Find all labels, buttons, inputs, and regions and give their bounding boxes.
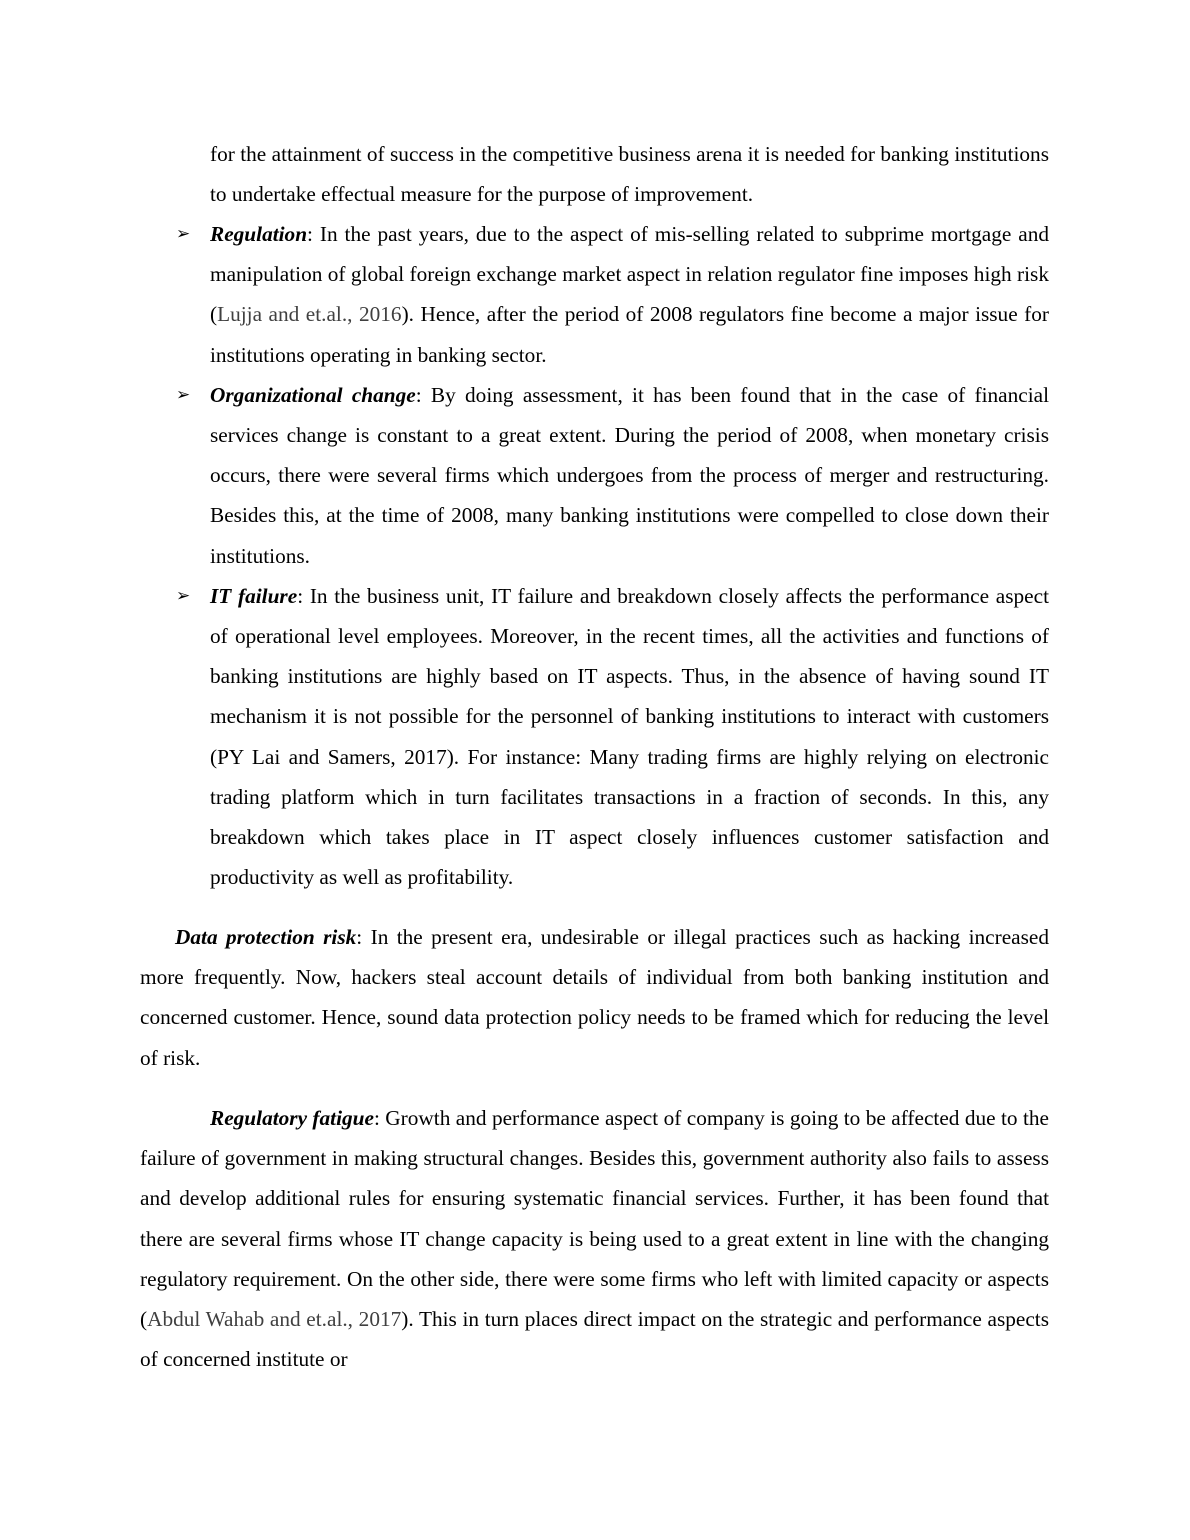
arrowhead-bullet-icon: ➢ xyxy=(176,224,191,244)
bullet-organizational-change xyxy=(140,375,1049,576)
bullet-text: In the business unit, IT failure and breakdown closely affects the performance aspect of operational level employees. Moreover, in the recent times, all the activities and functions of banking institutions are highly based on IT aspects. Thus, in the absence of having sound IT mechanism it is not possible for the personnel of banking institutions to interact with customers (PY Lai and Samers, 2017). For instance: Many trading firms are highly relying on electronic trading platform which in turn facilitates transactions in a fraction of seconds. In this, any breakdown which takes place in IT aspect closely influences customer satisfaction and productivity as well as profitability. xyxy=(210,583,1050,890)
bullet-term: IT failure xyxy=(210,583,298,608)
citation: Lujja and et.al., 2016 xyxy=(217,302,402,327)
paragraph-separator: : xyxy=(356,925,363,949)
data-protection-paragraph xyxy=(140,917,1049,1078)
bullet-term: Organizational change xyxy=(210,382,416,407)
paragraph-term: Regulatory fatigue xyxy=(210,1106,374,1130)
bullet-term: Regulation xyxy=(210,222,308,246)
bullet-separator: : xyxy=(415,382,422,407)
arrowhead-bullet-icon: ➢ xyxy=(176,585,191,606)
paragraph-separator: : xyxy=(373,1106,380,1130)
continuation-paragraph: for the attainment of success in the competitive business arena it is needed for banking institutions to undertake effectual measure for the purpose of improvement. xyxy=(210,142,1049,207)
paragraph-text: ). This in turn places direct impact on the strategic and performance aspects of concerned institute or xyxy=(140,1307,1049,1372)
paragraph-text: In the present era, undesirable or illegal practices such as hacking increased more frequently. Now, hackers steal account details of individual from both banking institution and concerned customer. Hence, sound data protection policy needs to be framed which for reducing the level of risk. xyxy=(140,925,1049,1070)
bullet-separator: : xyxy=(307,222,313,246)
bullet-text: In the past years, due to the aspect of mis-selling related to subprime mortgage and manipulation of global foreign exchange market aspect in relation regulator fine imposes high risk ( xyxy=(210,222,1049,327)
bullet-regulation xyxy=(140,214,1049,375)
bullet-it-failure xyxy=(140,576,1049,898)
arrowhead-bullet-icon: ➢ xyxy=(176,384,191,405)
bullet-text: ). Hence, after the period of 2008 regulators fine become a major issue for institutions operating in banking sector. xyxy=(210,302,1049,367)
continuation-section xyxy=(140,134,1049,214)
data-protection-section xyxy=(140,917,1049,1078)
bullet-text: By doing assessment, it has been found that in the case of financial services change is constant to a great extent. During the period of 2008, when monetary crisis occurs, there were several firms which undergoes from the process of merger and restructuring. Besides this, at the time of 2008, many banking institutions were compelled to close down their institutions. xyxy=(210,382,1049,568)
risk-bullet-list xyxy=(140,214,1049,897)
bullet-separator: : xyxy=(297,583,304,608)
citation: Abdul Wahab and et.al., 2017 xyxy=(147,1307,402,1332)
regulatory-fatigue-section xyxy=(140,1098,1049,1379)
paragraph-text: Growth and performance aspect of company is going to be affected due to the failure of government in making structural changes. Besides this, government authority also fails to assess and develop additional rules for ensuring systematic financial services. Further, it has been found that there are several firms whose IT change capacity is being used to a great extent in line with the changing regulatory requirement. On the other side, there were some firms who left with limited capacity or aspects ( xyxy=(140,1106,1050,1332)
paragraph-term: Data protection risk xyxy=(175,925,357,949)
regulatory-fatigue-paragraph xyxy=(140,1098,1049,1379)
